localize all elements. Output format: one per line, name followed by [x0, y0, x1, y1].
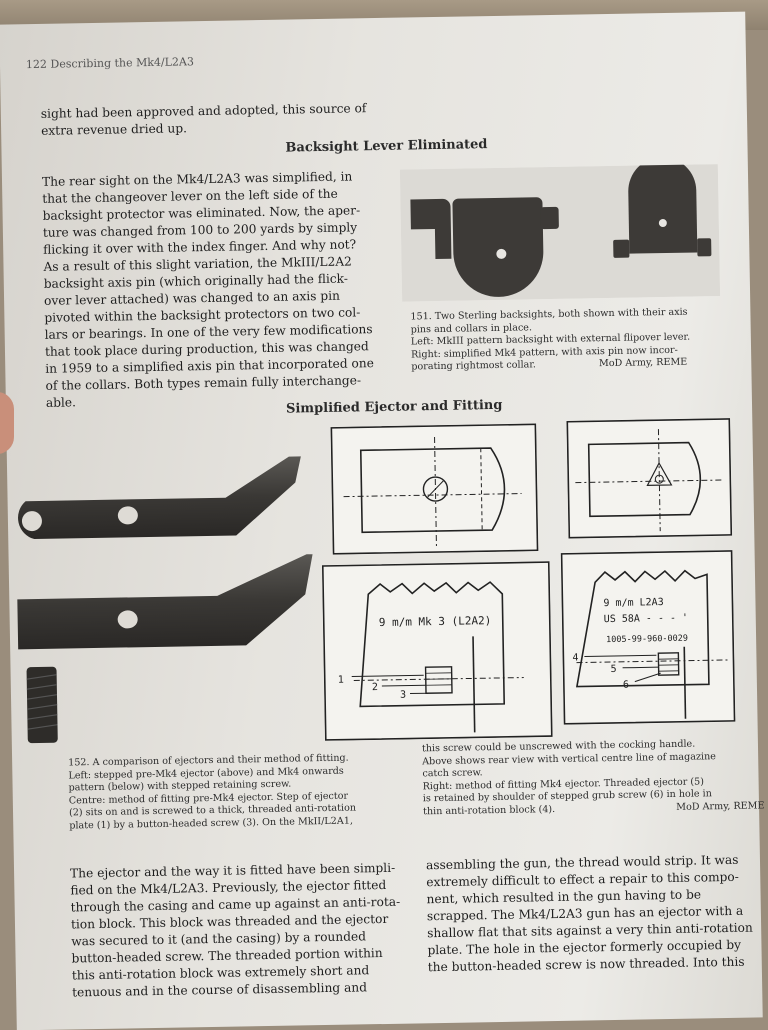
- text-line: sight had been approved and adopted, this source of: [41, 100, 367, 123]
- callout-4: 4: [572, 653, 578, 664]
- text-line: button-headed screw. The threaded portion within: [71, 945, 401, 968]
- drawing-centre-side-view: [322, 561, 553, 741]
- text-line: that the changeover lever on the left side of the: [42, 185, 371, 208]
- caption-line: (2) sits on and is screwed to a thick, threaded anti-rotation: [69, 803, 356, 821]
- ejector-photo: [7, 444, 318, 749]
- text-line: shallow flat that sits against a very thin anti-rotation: [427, 920, 753, 943]
- text-line: tenuous and in the course of disassembling and: [72, 979, 402, 1002]
- text-line: backsight protector was eliminated. Now, the aper-: [42, 202, 371, 225]
- text-line: over lever attached) was changed to an axis pin: [44, 287, 373, 310]
- caption-line: 152. A comparison of ejectors and their method of fitting.: [68, 752, 355, 770]
- drawing-centre-rear-view: [330, 423, 538, 555]
- caption-line: pins and collars in place.: [411, 319, 690, 336]
- caption-line: Left: MkIII pattern backsight with external flipover lever.: [411, 332, 690, 349]
- caption-line: Right: method of fitting Mk4 ejector. Threaded ejector (5): [423, 775, 765, 794]
- body-column-ejector-left: [70, 860, 402, 1002]
- text-line: As a result of this slight variation, the MkIII/L2A2: [43, 253, 372, 276]
- caption-151: [410, 307, 690, 375]
- credit-line: MoD Army, REME: [676, 800, 764, 813]
- ejector-stamp-mk3: 9 m/m Mk 3 (L2A2): [379, 614, 492, 629]
- text-line: fied on the Mk4/L2A3. Previously, the ejector fitted: [70, 877, 400, 900]
- callout-3: 3: [400, 690, 406, 701]
- caption-line: plate (1) by a button-headed screw (3). On the MkII/L2A1,: [69, 815, 356, 833]
- book-page: [0, 12, 763, 1030]
- caption-line-end: thin anti-rotation block (4).: [423, 804, 555, 817]
- credit-line: MoD Army, REME: [599, 357, 687, 370]
- text-line: the button-headed screw is now threaded. Into this: [428, 954, 754, 977]
- caption-152-right: [422, 737, 765, 819]
- text-line: assembling the gun, the thread would strip. It was: [426, 852, 752, 875]
- caption-line: Left: stepped pre-Mk4 ejector (above) and Mk4 onwards: [68, 765, 355, 783]
- text-line: lars or bearings. In one of the very few modifications: [45, 321, 374, 344]
- caption-line: 151. Two Sterling backsights, both shown with their axis: [410, 307, 689, 324]
- text-line: scrapped. The Mk4/L2A3 gun has an ejector with a: [427, 903, 753, 926]
- drawing-right-rear-view: [566, 418, 732, 539]
- ejector-stamp-serial: US 58A - - - ': [604, 613, 688, 625]
- text-line: flicking it over with the index finger. And why not?: [43, 236, 372, 259]
- text-line: able.: [46, 389, 375, 412]
- caption-line-end: porating rightmost collar.: [411, 360, 536, 373]
- section-heading-ejector: Simplified Ejector and Fitting: [286, 398, 503, 417]
- caption-line: is retained by shoulder of stepped grub screw (6) in hole in: [423, 788, 765, 807]
- finger: [0, 392, 14, 454]
- caption-line: Centre: method of fitting pre-Mk4 ejector. Step of ejector: [69, 790, 356, 808]
- intro-paragraph: [41, 100, 367, 140]
- text-line: plate. The hole in the ejector formerly occupied by: [427, 937, 753, 960]
- caption-152-left: [68, 752, 356, 833]
- caption-line: pattern (below) with stepped retaining screw.: [69, 778, 356, 796]
- text-line: ture was changed from 100 to 200 yards by simply: [43, 219, 372, 242]
- callout-6: 6: [623, 680, 629, 691]
- text-line: pivoted within the backsight protectors on two col-: [44, 304, 373, 327]
- text-line: nent, which resulted in the gun having to be: [426, 886, 752, 909]
- text-line: extremely difficult to effect a repair to this compo-: [426, 869, 752, 892]
- text-line: of the collars. Both types remain fully interchange-: [45, 372, 374, 395]
- text-line: backsight axis pin (which originally had the flick-: [44, 270, 373, 293]
- body-column-ejector-right: [426, 852, 754, 977]
- caption-line: Right: simplified Mk4 pattern, with axis pin now incor-: [411, 344, 690, 361]
- text-line: through the casing and came up against an anti-rota-: [71, 894, 401, 917]
- text-line: that took place during production, this was changed: [45, 338, 374, 361]
- text-line: this anti-rotation block was extremely short and: [72, 962, 402, 985]
- text-line: was secured to it (and the casing) by a rounded: [71, 928, 401, 951]
- text-line: The rear sight on the Mk4/L2A3 was simplified, in: [42, 168, 371, 191]
- running-header: 122 Describing the Mk4/L2A3: [26, 53, 194, 73]
- ejector-stamp-l2a3: 9 m/m L2A3: [603, 597, 663, 609]
- callout-2: 2: [372, 682, 378, 693]
- text-line: tion block. This block was threaded and the ejector: [71, 911, 401, 934]
- callout-5: 5: [611, 664, 617, 675]
- section-heading-backsight: Backsight Lever Eliminated: [285, 137, 487, 156]
- caption-line: this screw could be unscrewed with the cocking handle.: [422, 737, 764, 756]
- text-line: extra revenue dried up.: [41, 117, 367, 140]
- text-line: in 1959 to a simplified axis pin that incorporated one: [45, 355, 374, 378]
- ejector-stamp-nsn: 1005-99-960-0029: [606, 634, 688, 645]
- callout-1: 1: [338, 675, 344, 686]
- drawing-right-side-view: [561, 550, 736, 725]
- body-column-backsight: [42, 168, 375, 412]
- caption-line: Above shows rear view with vertical centre line of magazine: [422, 750, 764, 769]
- text-line: The ejector and the way it is fitted have been simpli-: [70, 860, 400, 883]
- backsight-photo: [400, 164, 720, 302]
- caption-line: catch screw.: [422, 763, 764, 782]
